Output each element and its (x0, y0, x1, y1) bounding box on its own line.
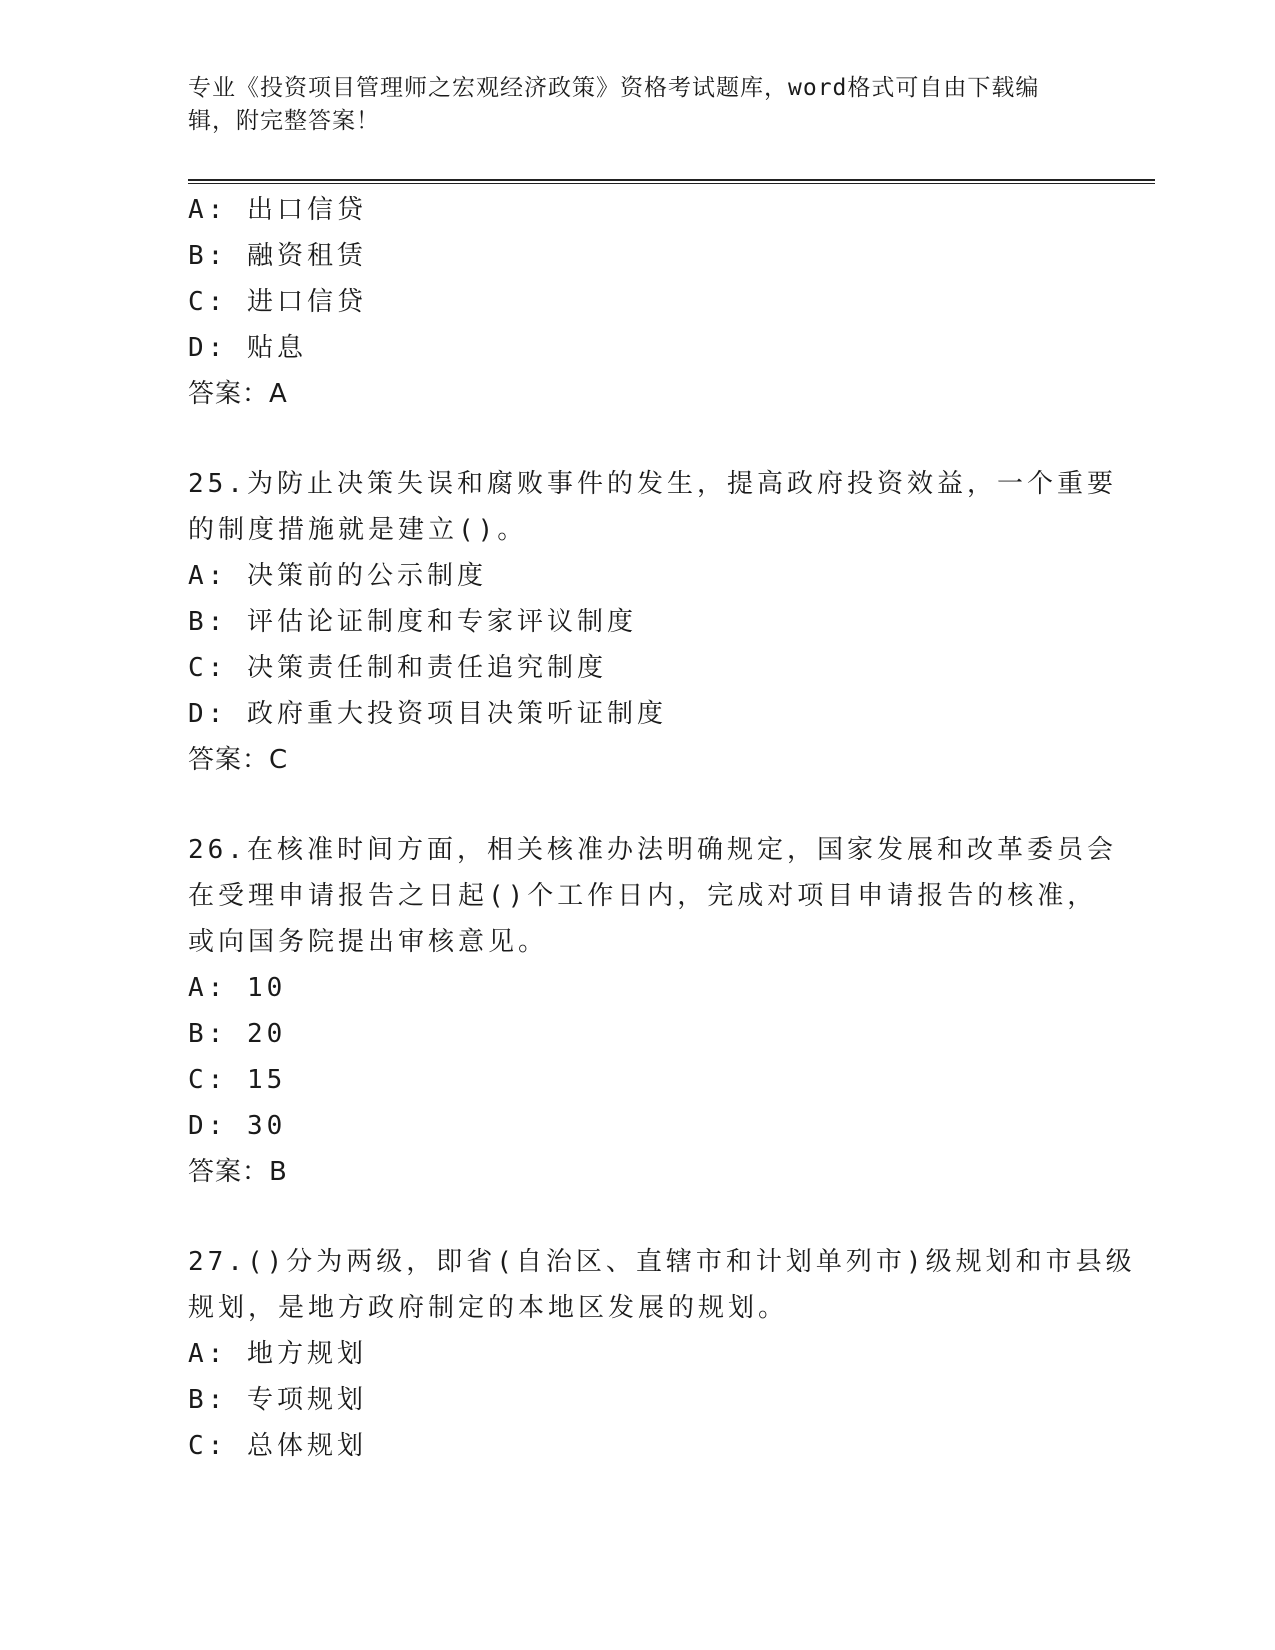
previous-question-options (188, 187, 1088, 417)
header-divider (188, 179, 1155, 184)
answer: 答案：A (188, 379, 288, 409)
option-a: A: 10 (188, 973, 287, 1003)
option-a: A: 地方规划 (188, 1339, 367, 1369)
option-c: C: 决策责任制和责任追究制度 (188, 653, 607, 683)
answer: 答案：B (188, 1157, 288, 1187)
question-text-line: 25.为防止决策失误和腐败事件的发生，提高政府投资效益，一个重要 (188, 469, 1117, 499)
option-a: A: 出口信贷 (188, 195, 367, 225)
option-a: A: 决策前的公示制度 (188, 561, 487, 591)
question-text-line: 27.()分为两级，即省(自治区、直辖市和计划单列市)级规划和市县级 (188, 1247, 1136, 1277)
question-26 (188, 827, 1117, 1195)
page-header (188, 72, 1088, 138)
option-b: B: 评估论证制度和专家评议制度 (188, 607, 637, 637)
option-b: B: 20 (188, 1019, 287, 1049)
question-27 (188, 1239, 1136, 1469)
question-text-line: 的制度措施就是建立()。 (188, 515, 528, 545)
question-text-line: 或向国务院提出审核意见。 (188, 927, 549, 957)
question-text-line: 在受理申请报告之日起()个工作日内，完成对项目申请报告的核准， (188, 881, 1098, 911)
document-body (188, 187, 1136, 1469)
question-text-line: 26.在核准时间方面，相关核准办法明确规定，国家发展和改革委员会 (188, 835, 1117, 865)
header-line-2: 辑，附完整答案！ (188, 108, 380, 134)
question-25 (188, 461, 1117, 783)
option-d: D: 30 (188, 1111, 287, 1141)
header-line-1: 专业《投资项目管理师之宏观经济政策》资格考试题库，word格式可自由下载编 (188, 75, 1040, 101)
question-text-line: 规划，是地方政府制定的本地区发展的规划。 (188, 1293, 789, 1323)
option-c: C: 进口信贷 (188, 287, 367, 317)
option-d: D: 贴息 (188, 333, 307, 363)
option-b: B: 融资租赁 (188, 241, 367, 271)
option-c: C: 总体规划 (188, 1431, 367, 1461)
option-c: C: 15 (188, 1065, 287, 1095)
option-b: B: 专项规划 (188, 1385, 367, 1415)
answer: 答案：C (188, 745, 289, 775)
option-d: D: 政府重大投资项目决策听证制度 (188, 699, 667, 729)
